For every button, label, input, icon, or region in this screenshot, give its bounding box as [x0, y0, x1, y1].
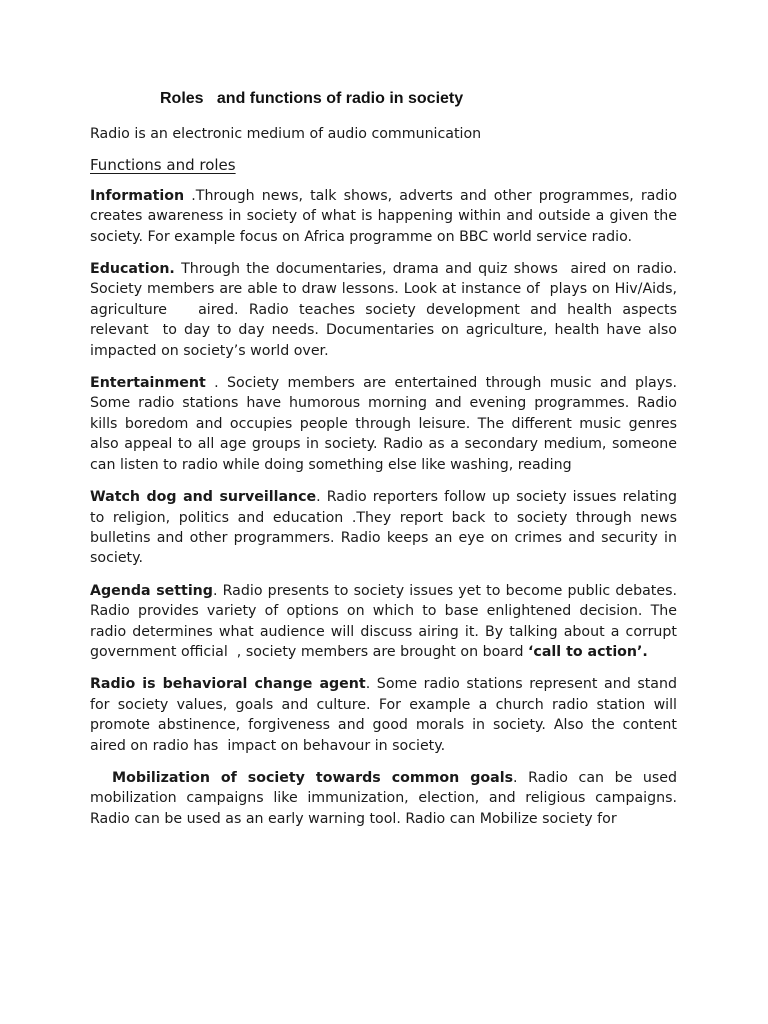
paragraph-text: . Society members are entertained through music and plays. Some radio stations have humorous morning and evening programmes. Radio kills boredom and occupies people through leisure. The different music genres also appeal to all age groups in society. Radio as a secondary medium, someone can listen to radio while doing something else like washing, reading [90, 375, 687, 473]
paragraph-mobilization [90, 768, 682, 829]
paragraph-text: . Radio reporters follow up society issues relating to religion, politics and education .They report back to society through news bulletins and other programmers. Radio keeps an eye on crimes and security in society. [90, 489, 682, 567]
paragraph-heading: Watch dog and surveillance [90, 489, 317, 506]
paragraph-heading: Entertainment [90, 375, 206, 392]
paragraph-text: .Through news, talk shows, adverts and other programmes, radio creates awareness in society of what is happening within and outside a given the society. For example focus on Africa programme on BBC world service radio. [90, 187, 682, 245]
paragraph-text: Through the documentaries, drama and quiz shows aired on radio. Society members are able to draw lessons. Look at instance of plays on Hiv/Aids, agriculture aired. Radio teaches society development and health aspects relevant to day to day needs. Documentaries on agriculture, health have also impacted on society’s world over. [90, 261, 682, 359]
section-heading: Functions and roles [90, 156, 236, 175]
paragraph-heading: Radio is behavioral change agent [90, 676, 366, 693]
intro-text: Radio is an electronic medium of audio communication [90, 126, 482, 142]
paragraph-heading: Mobilization of society towards common goals [90, 769, 514, 786]
paragraph-agenda-setting [90, 581, 682, 663]
call-to-action-text: ‘call to action’. [528, 643, 648, 660]
paragraph-behavioral-change [90, 674, 682, 756]
paragraph-text: . Some radio stations represent and stand for society values, goals and culture. For example a church radio station will promote abstinence, forgiveness and good morals in society. Also the content aired on radio has impact on behavour in society. [90, 676, 682, 754]
paragraph-heading: Education. [90, 261, 175, 278]
paragraph-heading: Information [90, 187, 185, 204]
document-body [90, 124, 687, 841]
paragraph-watchdog [90, 487, 682, 569]
paragraph-information [90, 186, 682, 247]
paragraph-heading: Agenda setting [90, 582, 213, 599]
paragraph-text: . Radio can be used mobilization campaigns like immunization, election, and religious campaigns. Radio can be used as an early warning tool. Radio can Mobilize society for [90, 769, 682, 827]
document-title: Roles and functions of radio in society [160, 90, 464, 107]
paragraph-text: . Radio presents to society issues yet to become public debates. Radio provides variety of options on which to base enlightened decision. The radio determines what audience will discuss airing it. By talking about a corrupt government official , society members are brought on board [90, 582, 682, 660]
paragraph-entertainment [90, 373, 687, 475]
paragraph-education [90, 259, 682, 361]
